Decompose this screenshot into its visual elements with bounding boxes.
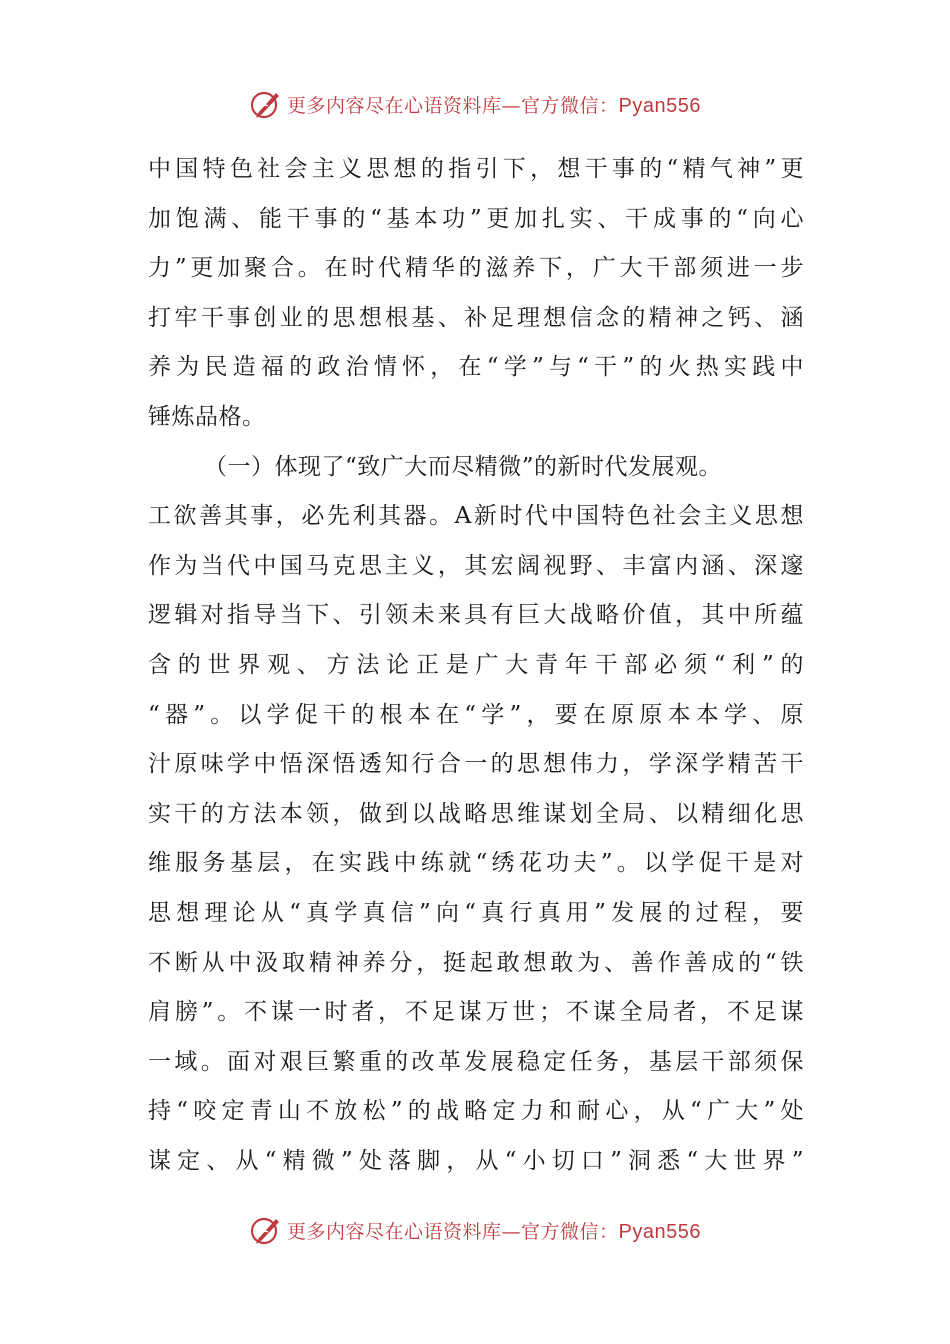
footer-banner-text bbox=[287, 1217, 701, 1244]
header-banner bbox=[0, 84, 950, 124]
text-line: 汁原味学中悟深悟透知行合一的思想伟力，学深学精苦干 bbox=[148, 751, 804, 778]
text-line: 谋定、从“精微”处落脚，从“小切口”洞悉“大世界” bbox=[148, 1147, 804, 1174]
text-line: 锤炼品格。 bbox=[148, 403, 266, 430]
header-wechat-id: Pyan556 bbox=[618, 94, 701, 117]
text-line: 力”更加聚合。在时代精华的滋养下，广大干部须进一步 bbox=[148, 255, 804, 282]
document-body bbox=[148, 145, 804, 1186]
text-line: 实干的方法本领，做到以战略思维谋划全局、以精细化思 bbox=[148, 800, 804, 827]
text-line: 肩膀”。不谋一时者，不足谋万世；不谋全局者，不足谋 bbox=[148, 999, 804, 1026]
header-banner-text bbox=[287, 91, 701, 118]
text-line: 维服务基层，在实践中练就“绣花功夫”。以学促干是对 bbox=[148, 850, 804, 877]
text-line: “器”。以学促干的根本在“学”，要在原原本本学、原 bbox=[148, 701, 804, 728]
text-line: 养为民造福的政治情怀，在“学”与“干”的火热实践中 bbox=[148, 354, 804, 381]
pen-logo-icon bbox=[249, 1213, 283, 1247]
text-line: 持“咬定青山不放松”的战略定力和耐心，从“广大”处 bbox=[148, 1098, 804, 1125]
footer-banner bbox=[0, 1210, 950, 1250]
text-line: 作为当代中国马克思主义，其宏阔视野、丰富内涵、深邃 bbox=[148, 552, 804, 579]
header-banner-label: 更多内容尽在心语资料库—官方微信： bbox=[287, 94, 619, 117]
footer-banner-label: 更多内容尽在心语资料库—官方微信： bbox=[287, 1220, 619, 1243]
text-line: 加饱满、能干事的“基本功”更加扎实、干成事的“向心 bbox=[148, 205, 804, 232]
pen-logo-icon bbox=[249, 87, 283, 121]
text-line: 逻辑对指导当下、引领未来具有巨大战略价值，其中所蕴 bbox=[148, 602, 804, 629]
footer-wechat-id: Pyan556 bbox=[618, 1220, 701, 1243]
section-heading: （一）体现了“致广大而尽精微”的新时代发展观。 bbox=[204, 453, 723, 480]
text-line: 含的世界观、方法论正是广大青年干部必须“利”的 bbox=[148, 651, 804, 678]
text-line: 中国特色社会主义思想的指引下，想干事的“精气神”更 bbox=[148, 156, 804, 182]
text-line: 打牢干事创业的思想根基、补足理想信念的精神之钙、涵 bbox=[148, 304, 804, 331]
text-line: 不断从中汲取精神养分，挺起敢想敢为、善作善成的“铁 bbox=[148, 949, 804, 976]
text-line: 一域。面对艰巨繁重的改革发展稳定任务，基层干部须保 bbox=[148, 1048, 804, 1075]
text-line: 工欲善其事，必先利其器。A新时代中国特色社会主义思想 bbox=[148, 503, 804, 530]
text-line: 思想理论从“真学真信”向“真行真用”发展的过程，要 bbox=[148, 899, 804, 926]
